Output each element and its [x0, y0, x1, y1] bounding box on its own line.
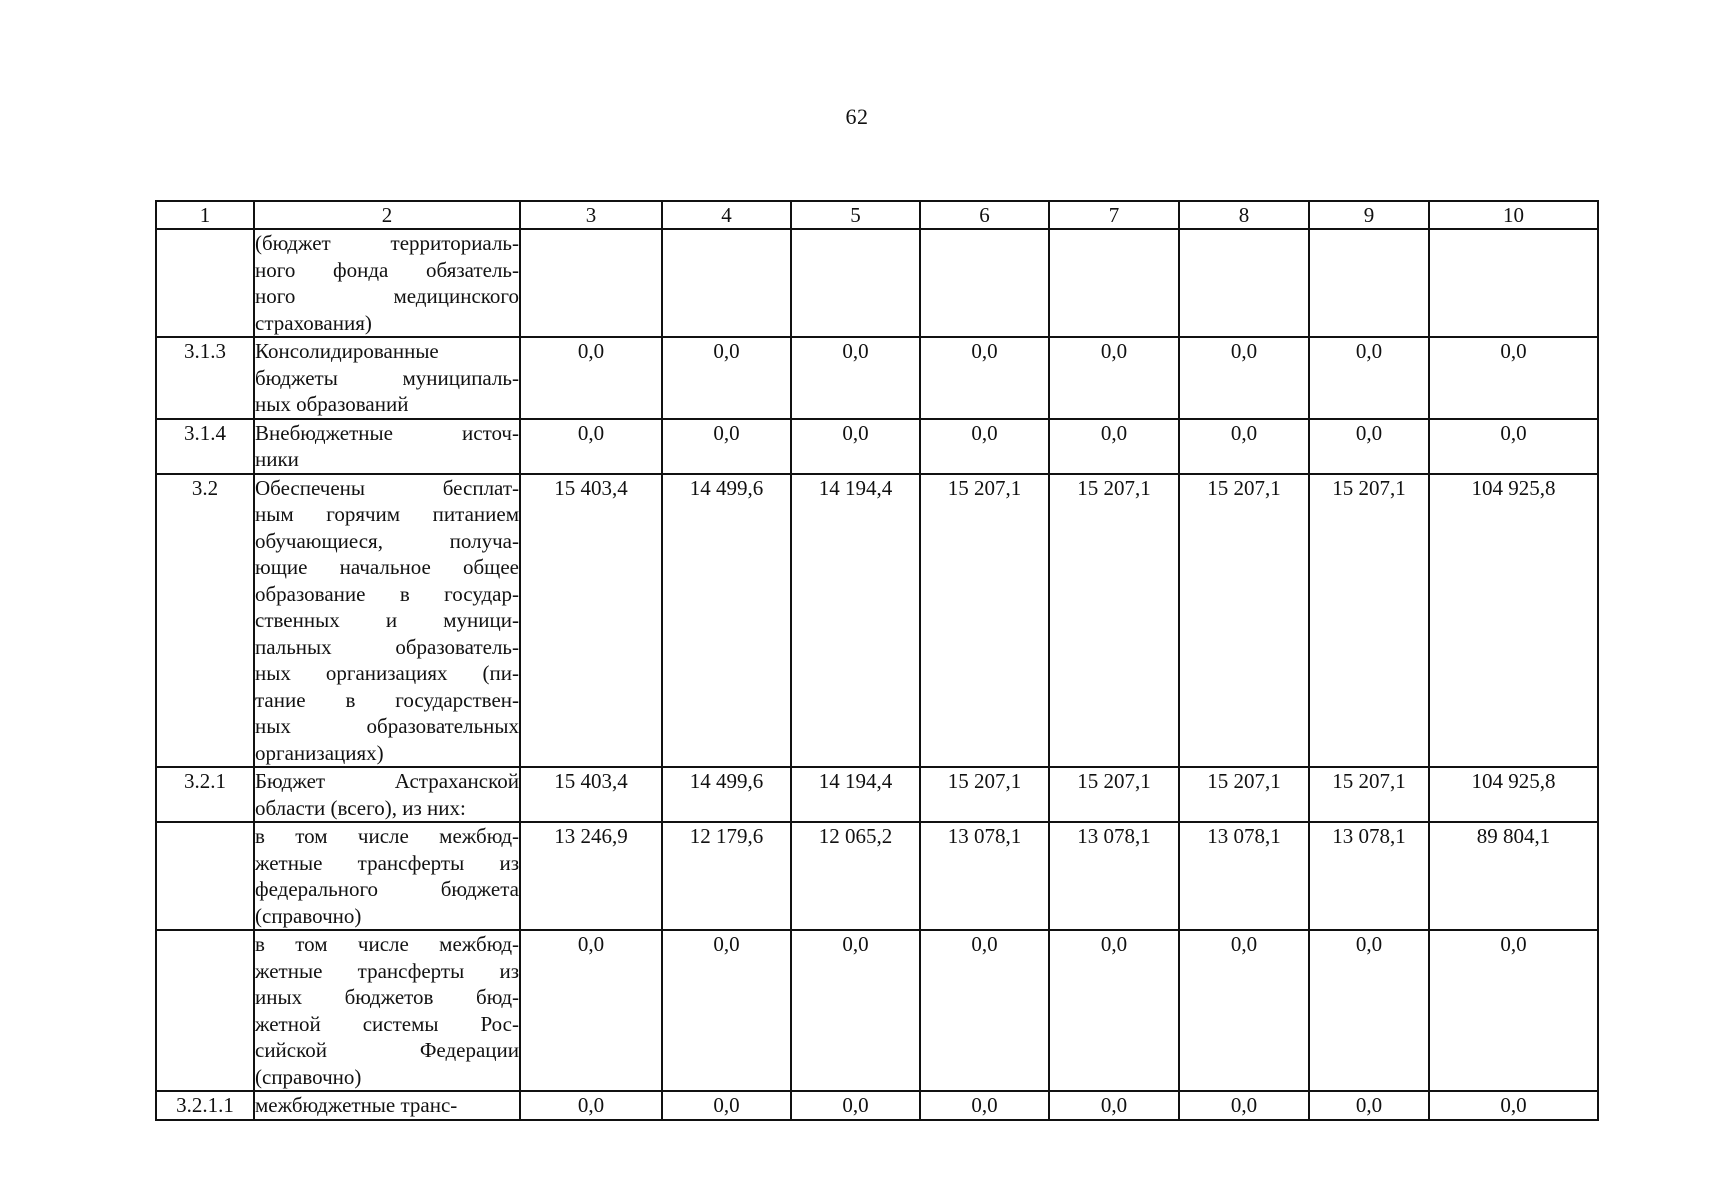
row-number-cell	[156, 229, 254, 337]
value-cell: 0,0	[791, 419, 920, 474]
row-name-line: ных образовательных	[255, 714, 519, 738]
value-cell: 0,0	[520, 337, 662, 419]
column-header: 2	[254, 201, 520, 229]
value-cell: 0,0	[520, 1091, 662, 1120]
row-number-cell: 3.1.3	[156, 337, 254, 419]
value-cell: 0,0	[1309, 337, 1429, 419]
row-name-line: ющие начальное общее	[255, 555, 519, 579]
value-cell	[662, 229, 791, 337]
row-name-cell	[254, 1091, 520, 1120]
row-number-cell	[156, 822, 254, 930]
value-cell: 14 499,6	[662, 474, 791, 768]
row-name-line: в том числе межбюд-	[255, 932, 519, 956]
row-number-cell	[156, 930, 254, 1091]
value-cell	[1049, 229, 1179, 337]
value-cell: 0,0	[920, 930, 1049, 1091]
row-name-line: жетной системы Рос-	[255, 1011, 519, 1036]
value-cell: 0,0	[662, 1091, 791, 1120]
row-name-line: организациях)	[255, 740, 384, 765]
value-cell: 0,0	[520, 930, 662, 1091]
value-cell: 13 078,1	[1309, 822, 1429, 930]
value-cell: 104 925,8	[1429, 767, 1598, 822]
row-name-line: обучающиеся, получа-	[255, 528, 519, 553]
value-cell: 0,0	[1309, 930, 1429, 1091]
table-row	[156, 474, 1598, 768]
table-row	[156, 1091, 1598, 1120]
row-name-line: ного фонда обязатель-	[255, 257, 519, 282]
row-name-line: пальных образователь-	[255, 634, 519, 659]
page-number: 62	[845, 104, 869, 129]
row-name-line: страхования)	[255, 310, 372, 335]
column-header: 4	[662, 201, 791, 229]
column-header: 1	[156, 201, 254, 229]
value-cell: 0,0	[520, 419, 662, 474]
table-row	[156, 337, 1598, 419]
value-cell: 13 078,1	[1049, 822, 1179, 930]
value-cell: 0,0	[1049, 1091, 1179, 1120]
row-name-line: ным горячим питанием	[255, 502, 519, 526]
table-row	[156, 767, 1598, 822]
value-cell	[1179, 229, 1309, 337]
value-cell: 0,0	[791, 337, 920, 419]
row-name-cell	[254, 822, 520, 930]
row-name-line: бюджеты муниципаль-	[255, 365, 519, 390]
row-name-line: Внебюджетные источ-	[255, 420, 519, 445]
value-cell: 0,0	[1309, 419, 1429, 474]
row-name-line: жетные трансферты из	[255, 958, 519, 983]
value-cell: 13 246,9	[520, 822, 662, 930]
value-cell: 14 194,4	[791, 474, 920, 768]
table-row	[156, 822, 1598, 930]
value-cell: 0,0	[1429, 419, 1598, 474]
value-cell: 0,0	[662, 337, 791, 419]
value-cell: 0,0	[1179, 337, 1309, 419]
row-name-line: ного медицинского	[255, 284, 519, 308]
row-name-line: Консолидированные	[255, 339, 439, 363]
value-cell	[1309, 229, 1429, 337]
value-cell: 12 179,6	[662, 822, 791, 930]
row-name-line: (справочно)	[255, 903, 362, 928]
budget-table	[155, 200, 1599, 1121]
value-cell: 0,0	[1179, 930, 1309, 1091]
value-cell: 0,0	[662, 930, 791, 1091]
value-cell: 15 207,1	[1049, 767, 1179, 822]
value-cell: 12 065,2	[791, 822, 920, 930]
value-cell: 14 499,6	[662, 767, 791, 822]
row-name-line: Бюджет Астраханской	[255, 769, 519, 793]
value-cell: 13 078,1	[920, 822, 1049, 930]
row-name-cell	[254, 229, 520, 337]
value-cell: 0,0	[1049, 337, 1179, 419]
row-name-line: области (всего), из них:	[255, 795, 466, 820]
value-cell: 13 078,1	[1179, 822, 1309, 930]
row-name-line: иных бюджетов бюд-	[255, 985, 519, 1009]
row-number-cell: 3.2.1	[156, 767, 254, 822]
row-name-line: сийской Федерации	[255, 1038, 519, 1062]
table-row	[156, 930, 1598, 1091]
row-name-line: в том числе межбюд-	[255, 824, 519, 848]
column-header: 5	[791, 201, 920, 229]
value-cell: 0,0	[791, 930, 920, 1091]
value-cell: 15 403,4	[520, 767, 662, 822]
value-cell: 0,0	[662, 419, 791, 474]
value-cell: 15 207,1	[920, 767, 1049, 822]
row-name-line: федерального бюджета	[255, 877, 519, 901]
value-cell: 15 207,1	[1049, 474, 1179, 768]
value-cell: 0,0	[920, 1091, 1049, 1120]
row-name-cell	[254, 337, 520, 419]
value-cell	[920, 229, 1049, 337]
column-header: 8	[1179, 201, 1309, 229]
value-cell: 15 207,1	[1309, 474, 1429, 768]
value-cell: 0,0	[791, 1091, 920, 1120]
value-cell: 89 804,1	[1429, 822, 1598, 930]
row-name-line: ники	[255, 447, 299, 471]
row-name-line: (бюджет территориаль-	[255, 231, 519, 255]
value-cell: 0,0	[1429, 930, 1598, 1091]
row-number-cell: 3.2	[156, 474, 254, 768]
column-header: 10	[1429, 201, 1598, 229]
row-number-cell: 3.1.4	[156, 419, 254, 474]
value-cell	[1429, 229, 1598, 337]
table-row	[156, 419, 1598, 474]
value-cell: 0,0	[1309, 1091, 1429, 1120]
value-cell: 0,0	[1049, 930, 1179, 1091]
value-cell: 104 925,8	[1429, 474, 1598, 768]
value-cell: 15 207,1	[920, 474, 1049, 768]
value-cell: 0,0	[1179, 1091, 1309, 1120]
row-name-line: жетные трансферты из	[255, 850, 519, 875]
value-cell: 15 207,1	[1179, 474, 1309, 768]
header-row	[156, 201, 1598, 229]
value-cell: 0,0	[1429, 337, 1598, 419]
value-cell: 0,0	[920, 337, 1049, 419]
column-header: 7	[1049, 201, 1179, 229]
row-name-line: ных организациях (пи-	[255, 661, 519, 685]
value-cell: 15 207,1	[1309, 767, 1429, 822]
column-header: 9	[1309, 201, 1429, 229]
value-cell: 0,0	[1049, 419, 1179, 474]
value-cell: 0,0	[920, 419, 1049, 474]
value-cell: 15 207,1	[1179, 767, 1309, 822]
value-cell: 0,0	[1429, 1091, 1598, 1120]
row-name-line: ственных и муници-	[255, 608, 519, 632]
row-name-line: межбюджетные транс-	[255, 1093, 458, 1117]
table-row	[156, 229, 1598, 337]
value-cell: 15 403,4	[520, 474, 662, 768]
row-name-cell	[254, 419, 520, 474]
value-cell	[791, 229, 920, 337]
row-number-cell: 3.2.1.1	[156, 1091, 254, 1120]
column-header: 6	[920, 201, 1049, 229]
value-cell: 14 194,4	[791, 767, 920, 822]
row-name-line: (справочно)	[255, 1064, 362, 1089]
row-name-line: ных образований	[255, 392, 409, 416]
row-name-line: тание в государствен-	[255, 687, 519, 712]
row-name-cell	[254, 474, 520, 768]
row-name-cell	[254, 767, 520, 822]
row-name-cell	[254, 930, 520, 1091]
table-body	[156, 229, 1598, 1120]
value-cell	[520, 229, 662, 337]
row-name-line: Обеспечены бесплат-	[255, 475, 519, 500]
column-header: 3	[520, 201, 662, 229]
value-cell: 0,0	[1179, 419, 1309, 474]
row-name-line: образование в государ-	[255, 581, 519, 606]
